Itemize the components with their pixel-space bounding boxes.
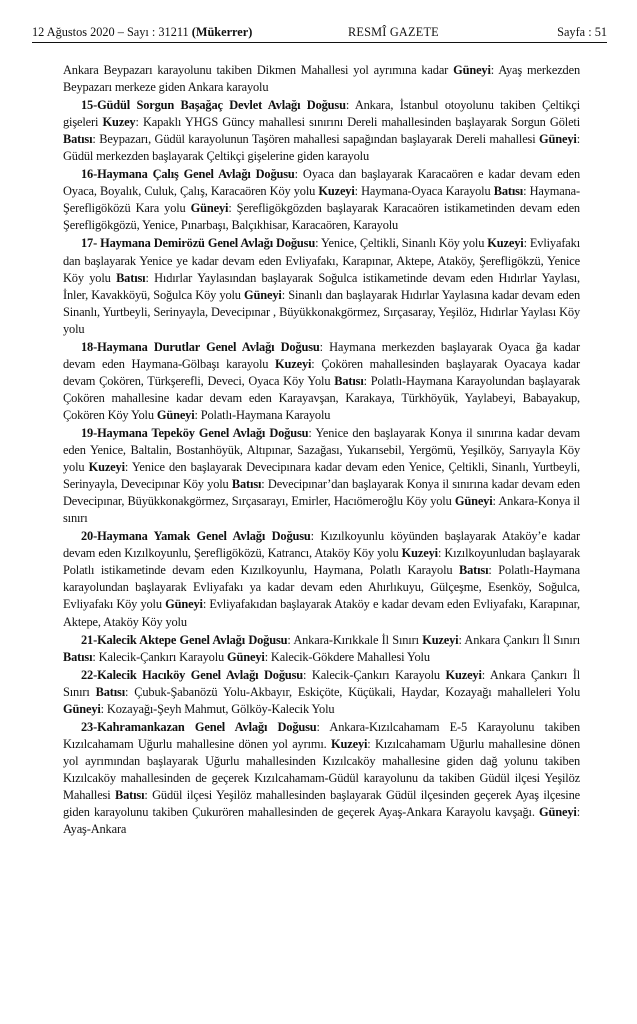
paragraph-text: : Kapaklı YHGS Güncy mahallesi sınırını Dereli mahallesinden başlayarak Sorgun Göleti — [135, 115, 581, 130]
bold-term: 22-Kalecik Hacıköy Genel Avlağı Doğusu — [81, 667, 304, 682]
bold-term: Kuzeyi — [331, 736, 368, 751]
paragraph-text: : Çubuk-Şabanözü Yolu-Akbayır, Eskiçöte, Küçükali, Haydar, Kozayağı mahalleleri Yolu — [125, 684, 580, 699]
paragraph-text: : Polatlı-Haymana Karayolu — [194, 407, 331, 422]
paragraph-text: Ankara Beypazarı karayolunu takiben Dikmen Mahallesi yol ayrımına kadar — [63, 63, 454, 77]
paragraph — [63, 667, 580, 718]
bold-term: Batısı — [459, 563, 489, 578]
bold-term: Güneyi — [453, 63, 491, 77]
header-extra: (Mükerrer) — [191, 25, 253, 39]
bold-term: Kuzeyi — [445, 667, 482, 682]
paragraph-text: : Oyaca dan başlayarak Karacaören e kadar devam eden Oyaca, Boyalık, Culuk, Çalış, Karacaören Köy yolu — [63, 167, 581, 199]
paragraph-text: : Yenice den başlayarak Devecipınara kadar devam eden Yenice, Çeltikli, Sinanlı, Yurtbeyli, Serinyayla, Devecipınar Köy yolu — [63, 460, 580, 492]
bold-term: Kuzeyi — [422, 632, 459, 647]
bold-term: Batısı — [63, 649, 93, 664]
paragraph-text: : Şerefligökgözden başlayarak Karacaören istikametinden devam eden Şerefligökgözü, Yenice, Pınarbaşı, Balçıkhisar, Karacaören, Karayolu — [63, 201, 580, 233]
paragraph — [63, 62, 580, 96]
bold-term: Kuzeyi — [401, 546, 438, 561]
page-header — [32, 22, 607, 43]
paragraph-text: : Kızılkoyunlu köyünden başlayarak Ataköy’e kadar devam eden Kızılkoyunlu, Şerefligöközü, Katrancı, Ataköy Köy yolu — [63, 529, 580, 561]
header-gazette-title: RESMÎ GAZETE — [348, 25, 439, 39]
paragraph-text: : Kalecik-Çankırı Karayolu — [92, 649, 228, 664]
bold-term: Güneyi — [63, 701, 101, 716]
paragraph-text: : Haymana-Şerefligöközü Kara yolu — [63, 184, 580, 216]
bold-term: Güneyi — [539, 132, 577, 147]
bold-term: Güneyi — [165, 597, 203, 612]
paragraph-text: : Yenice, Çeltikli, Sinanlı Köy yolu — [315, 236, 488, 251]
bold-term: Güneyi — [539, 805, 577, 820]
paragraph — [63, 235, 580, 337]
bold-term: Batısı — [95, 684, 125, 699]
paragraph-text: : Haymana merkezden başlayarak Oyaca ğa kadar devam eden Haymana-Gölbaşı karayolu — [63, 339, 580, 371]
bold-term: Batısı — [63, 132, 93, 147]
bold-term: Güneyi — [190, 201, 229, 216]
paragraph-text: : Ankara Çankırı İl Sınırı — [458, 632, 580, 647]
paragraph-text: : Güdül ilçesi Yeşilöz mahallesinden başlayarak Güdül ilçesinden geçerek Ayaş ilçesine giden karayolunu takiben Çukurören mahallesinden de geçerek Ayaş-Ankara Karayolu kavşağı. — [63, 787, 580, 820]
paragraph — [63, 425, 580, 527]
paragraph-text: : Kalecik-Gökdere Mahallesi Yolu — [264, 649, 430, 664]
paragraph-text: : Ayaş-Ankara — [63, 805, 580, 837]
bold-term: 19-Haymana Tepeköy Genel Avlağı Doğusu — [81, 425, 309, 440]
paragraph-text: : Beypazarı, Güdül karayolunun Taşören mahallesi sapağından başlayarak Dereli mahallesi — [92, 132, 540, 147]
header-page-number: Sayfa : 51 — [557, 25, 607, 39]
bold-term: Kuzeyi — [318, 184, 355, 199]
paragraph-text: : Yenice den başlayarak Konya il sınırına kadar devam eden Yenice, Baltalin, Bostanhöyük, Altıpınar, Sazağası, Yukarısebil, Yergömü, Yeşilköy, Sarıyayla Köy yolu — [63, 425, 580, 475]
bold-term: Güneyi — [227, 649, 265, 664]
paragraph — [63, 632, 580, 666]
paragraph — [63, 528, 580, 630]
paragraph-text: : Evliyafakı dan başlayarak Yenice ye kadar devam eden Evliyafakı, Karapınar, Aktepe, Ataköy, Şerefligökzü, Yenice Köy yolu — [63, 236, 580, 285]
bold-term: Güneyi — [244, 287, 282, 302]
paragraph-text: : Ankara Çankırı İl Sınırı — [63, 667, 580, 699]
bold-term: Güneyi — [454, 494, 493, 509]
bold-term: 21-Kalecik Aktepe Genel Avlağı Doğusu — [81, 632, 288, 647]
paragraph-text: : Ankara-Konya il sınırı — [63, 494, 580, 526]
bold-term: Batısı — [114, 787, 145, 802]
paragraph-text: : Hıdırlar Yaylasından başlayarak Soğulca istikametinde devam eden Hıdırlar Yaylası, İnler, Kavakköyü, Soğulca Köy yolu — [63, 270, 580, 302]
paragraph-text: : Kızılkoyunludan başlayarak Polatlı istikametinde devam eden Kızılkoyunlu, Haymana, Polatlı Karayolu — [63, 546, 580, 578]
paragraph — [63, 166, 580, 234]
bold-term: Batısı — [493, 184, 524, 199]
bold-term: 16-Haymana Çalış Genel Avlağı Doğusu — [81, 167, 295, 182]
bold-term: Kuzeyi — [275, 356, 312, 371]
paragraph-text: : Ankara-Kırıkkale İl Sınırı — [287, 632, 423, 647]
paragraph-text: : Sinanlı dan başlayarak Hıdırlar Yaylasına kadar devam eden Sinanlı, Yurtbeyli, Serinyayla, Devecipınar , Büyükkonakgörmez, Sırçasaray, Yeşilöz, Hıdırlar Yaylası Köy yolu — [63, 287, 581, 336]
bold-term: 18-Haymana Durutlar Genel Avlağı Doğusu — [81, 339, 320, 354]
bold-term: Kuzey — [102, 115, 136, 130]
bold-term: Batısı — [334, 373, 364, 388]
bold-term: Kuzeyi — [487, 236, 524, 251]
paragraph-text: : Haymana-Oyaca Karayolu — [354, 184, 494, 199]
paragraph-text: : Polatlı-Haymana karayolundan başlayarak Evliyafakı ya kadar devam eden Ahırlıkuyu, Gülçeşme, Esenköy, Soğulca, Evliyafakı Köy yolu — [63, 563, 580, 612]
bold-term: Kuzeyi — [88, 460, 125, 475]
bold-term: 17- Haymana Demirözü Genel Avlağı Doğusu — [81, 236, 316, 251]
bold-term: Batısı — [116, 270, 146, 285]
header-date-issue: 12 Ağustos 2020 – Sayı : 31211 (Mükerrer) — [32, 25, 253, 39]
paragraph-text: : Ankara-Kızılcahamam E-5 Karayolunu takiben Kızılcahamam Uğurlu mahallesine dönen yol ayrımı. — [63, 719, 580, 751]
bold-term: Güneyi — [156, 407, 195, 422]
paragraph-text: : Kızılcahamam Uğurlu mahallesine dönen yol ayrımından başlayarak Uğurlu mahallesinden Kızılcaköy mahallesine giden dağ yolunu takiben Kızılcaköy mahallesinden de geçerek Kızılcahamam-Güdül karayolunu da takiben Güdül ilçesi Yeşilöz Mahallesi — [63, 736, 580, 802]
document-body — [63, 62, 580, 839]
paragraph-text: : Ankara, İstanbul otoyolunu takiben Çeltikçi gişeleri — [63, 98, 580, 130]
paragraph-text: : Ayaş merkezden Beypazarı merkeze giden Ankara karayolu — [63, 63, 580, 95]
paragraph-text: : Kozayağı-Şeyh Mahmut, Gölköy-Kalecik Yolu — [100, 701, 335, 716]
bold-term: Batısı — [231, 477, 262, 492]
paragraph-text: : Polatlı-Haymana Karayolundan başlayarak Çokören mahallesine kadar devam eden Karayavşan, Karakaya, Türkhöyük, Yaylabeyi, Babayakup, Çokören Köy Yolu — [63, 373, 580, 422]
paragraph-text: : Evliyafakıdan başlayarak Ataköy e kadar devam eden Evliyafakı, Karapınar, Aktepe, Ataköy Köy yolu — [63, 597, 580, 629]
paragraph — [63, 719, 580, 838]
paragraph-text: : Devecipınar’dan başlayarak Konya il sınırına kadar devam eden Devecipınar, Büyükkonakgörmez, Sırçasarayı, Emirler, Hacıömeroğlu Köy yolu — [63, 477, 580, 509]
paragraph-text: : Güdül merkezden başlayarak Çeltikçi gişelerine giden karayolu — [63, 132, 580, 164]
paragraph — [63, 97, 580, 165]
paragraph-text: : Kalecik-Çankırı Karayolu — [303, 667, 446, 682]
paragraph-text: : Çokören mahallesinden başlayarak Oyacaya kadar devam Çokören, Türkşerefli, Deveci, Oyaca Köy Yolu — [63, 356, 580, 388]
bold-term: 23-Kahramankazan Genel Avlağı Doğusu — [81, 719, 317, 734]
bold-term: 20-Haymana Yamak Genel Avlağı Doğusu — [81, 529, 311, 544]
paragraph — [63, 339, 580, 424]
bold-term: 15-Güdül Sorgun Başağaç Devlet Avlağı Doğusu — [81, 98, 346, 113]
